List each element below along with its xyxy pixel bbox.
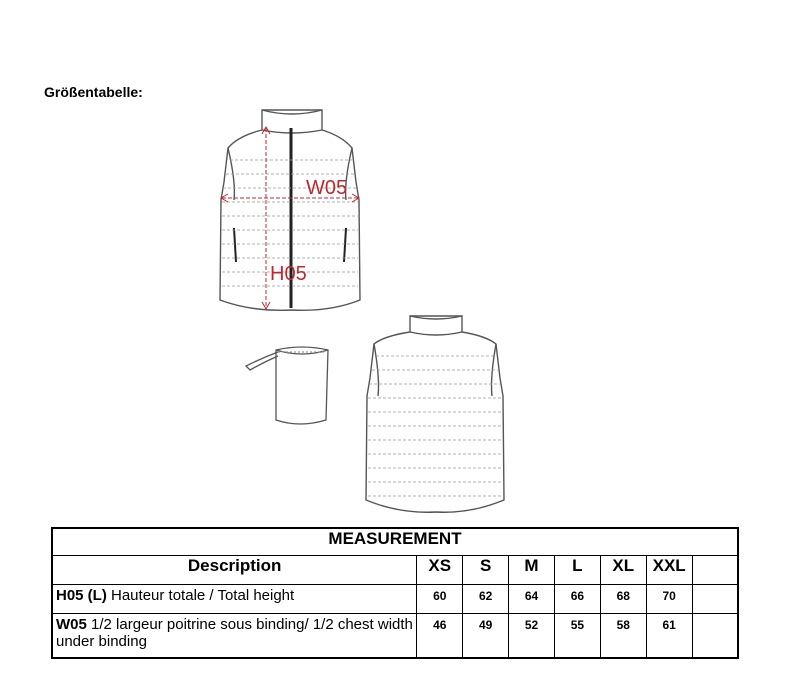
table-title-row: [52, 528, 738, 556]
vest-back-drawing: [366, 316, 504, 512]
page-heading: Größentabelle:: [44, 84, 143, 100]
row-code: W05: [56, 616, 87, 633]
table-row: [52, 614, 738, 658]
height-label: H05: [270, 263, 307, 285]
table-cell: [692, 614, 738, 658]
size-header: XXL: [646, 556, 692, 585]
size-header: XS: [417, 556, 463, 585]
row-text: 1/2 largeur poitrine sous binding/ 1/2 chest width under binding: [56, 616, 413, 650]
table-cell: 64: [509, 585, 555, 614]
table-cell: 61: [646, 614, 692, 658]
table-cell: [692, 585, 738, 614]
row-description: [52, 585, 417, 614]
size-header: XL: [600, 556, 646, 585]
measurement-table: [51, 527, 739, 659]
table-cell: 68: [600, 585, 646, 614]
table-cell: 62: [463, 585, 509, 614]
table-header-row: [52, 556, 738, 585]
table-cell: 55: [554, 614, 600, 658]
width-label: W05: [306, 177, 348, 199]
table-title: MEASUREMENT: [52, 528, 738, 556]
size-header: M: [509, 556, 555, 585]
row-description: [52, 614, 417, 658]
table-cell: 70: [646, 585, 692, 614]
row-code: H05 (L): [56, 587, 107, 604]
table-row: [52, 585, 738, 614]
table-cell: 58: [600, 614, 646, 658]
table-cell: 46: [417, 614, 463, 658]
row-text: Hauteur totale / Total height: [106, 587, 295, 604]
size-header: L: [554, 556, 600, 585]
storage-pouch-drawing: [246, 347, 328, 424]
table-cell: 66: [554, 585, 600, 614]
table-cell: 52: [509, 614, 555, 658]
size-header: S: [463, 556, 509, 585]
table-cell: 60: [417, 585, 463, 614]
size-header: [692, 556, 738, 585]
table-cell: 49: [463, 614, 509, 658]
description-header: Description: [52, 556, 417, 585]
